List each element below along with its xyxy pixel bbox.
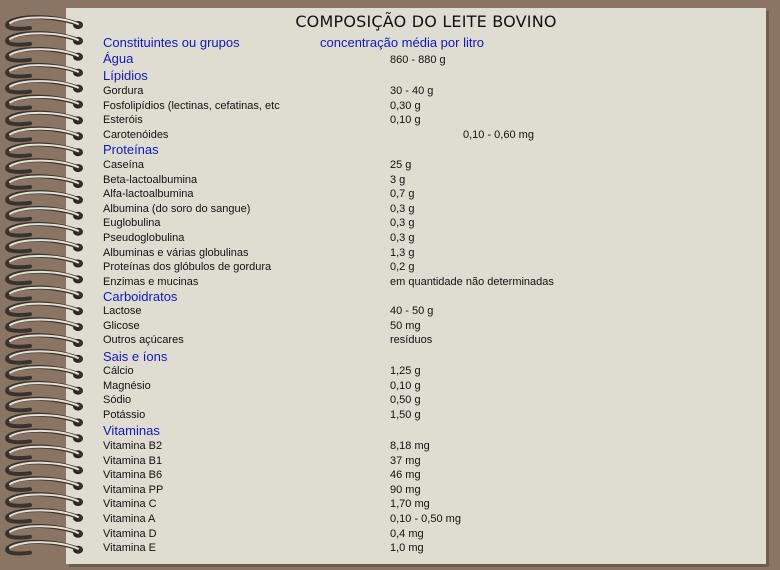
concentration-value: 46 mg <box>390 469 421 482</box>
spiral-ring-highlight <box>10 113 78 120</box>
spiral-ring-highlight <box>10 161 78 168</box>
concentration-value: 3 g <box>390 173 406 186</box>
water-value: 860 - 880 g <box>390 54 446 66</box>
spiral-ring-highlight <box>10 463 78 470</box>
concentration-value: 1,3 g <box>390 246 415 259</box>
concentration-value: em quantidade não determinadas <box>390 275 554 288</box>
spiral-ring-highlight <box>10 49 78 56</box>
concentration-value: 0,3 g <box>390 232 415 244</box>
spiral-ring-highlight <box>10 304 78 311</box>
constituent-label: Alfa-lactoalbumina <box>103 188 194 201</box>
spiral-ring-highlight <box>10 542 78 549</box>
concentration-value: 37 mg <box>390 454 421 467</box>
constituent-label: Sódio <box>103 394 132 407</box>
constituent-label: Vitamina E <box>103 542 156 555</box>
concentration-value: 0,3 g <box>390 217 415 230</box>
spiral-ring-highlight <box>10 399 78 406</box>
spiral-ring-highlight <box>10 129 78 136</box>
constituent-label: Enzimas e mucinas <box>103 275 199 288</box>
spiral-ring-highlight <box>10 145 78 152</box>
constituent-label: Potássio <box>103 408 146 421</box>
spiral-ring-highlight <box>10 224 78 231</box>
concentration-value: 0,4 mg <box>390 527 424 540</box>
category-heading: Proteínas <box>103 142 159 157</box>
constituent-label: Albumina (do soro do sangue) <box>103 202 251 215</box>
page-title: COMPOSIÇÃO DO LEITE BOVINO <box>295 12 557 31</box>
constituent-label: Vitamina B6 <box>103 469 163 482</box>
spiral-ring-highlight <box>10 510 78 517</box>
concentration-value: 0,50 g <box>390 394 421 407</box>
spiral-ring-highlight <box>10 192 78 199</box>
concentration-value: 40 - 50 g <box>390 305 434 317</box>
spiral-ring-highlight <box>10 494 78 501</box>
concentration-value: 25 g <box>390 159 412 171</box>
constituent-label: Outros açúcares <box>103 334 184 347</box>
concentration-value: 0,10 g <box>390 114 421 127</box>
spiral-ring-highlight <box>10 97 78 104</box>
spiral-ring-highlight <box>10 479 78 486</box>
spiral-ring-highlight <box>10 176 78 183</box>
category-heading: Lípidios <box>103 68 148 83</box>
constituent-label: Cálcio <box>103 365 134 377</box>
concentration-value: 1,50 g <box>390 408 421 421</box>
spiral-ring-highlight <box>10 240 78 247</box>
constituent-label: Vitamina A <box>103 513 156 525</box>
concentration-value: 0,3 g <box>390 202 415 215</box>
constituent-label: Vitamina D <box>103 527 157 540</box>
concentration-value: 0,10 g <box>390 379 421 392</box>
spiral-ring-highlight <box>10 320 78 327</box>
spiral-ring-highlight <box>10 351 78 358</box>
constituent-label: Vitamina B1 <box>103 454 163 467</box>
constituent-label: Proteínas dos glóbulos de gordura <box>103 261 272 274</box>
constituent-label: Carotenóides <box>103 128 169 141</box>
column-header-constituents: Constituintes ou grupos <box>103 35 240 50</box>
constituent-label: Fosfolipídios (lectinas, cefatinas, etc <box>103 99 280 112</box>
concentration-value: 90 mg <box>390 483 421 496</box>
category-heading: Sais e íons <box>103 349 168 364</box>
constituent-label: Albuminas e várias globulinas <box>103 246 249 259</box>
spiral-ring-highlight <box>10 335 78 342</box>
spiral-ring-highlight <box>10 256 78 263</box>
constituent-label: Pseudoglobulina <box>103 232 185 244</box>
spiral-ring-highlight <box>10 367 78 374</box>
constituent-label: Gordura <box>103 85 144 97</box>
constituent-label: Lactose <box>103 305 142 317</box>
spiral-ring-highlight <box>10 383 78 390</box>
concentration-value: 30 - 40 g <box>390 85 434 97</box>
concentration-value: 0,10 - 0,50 mg <box>390 513 461 525</box>
constituent-label: Esteróis <box>103 114 143 127</box>
spiral-ring-highlight <box>10 65 78 72</box>
concentration-value: 8,18 mg <box>390 440 430 452</box>
concentration-value: 1,70 mg <box>390 498 430 511</box>
spiral-ring-highlight <box>10 272 78 279</box>
constituent-label: Euglobulina <box>103 217 161 230</box>
concentration-value: resíduos <box>390 334 433 347</box>
constituent-label: Caseína <box>103 159 144 171</box>
constituent-label: Beta-lactoalbumina <box>103 173 198 186</box>
concentration-value: 50 mg <box>390 319 421 332</box>
spiral-ring-highlight <box>10 208 78 215</box>
spiral-binding <box>0 0 90 570</box>
concentration-value: 0,2 g <box>390 261 415 274</box>
constituent-label: Vitamina B2 <box>103 440 163 452</box>
concentration-value: 0,7 g <box>390 188 415 201</box>
concentration-value: 1,0 mg <box>390 542 424 555</box>
category-heading: Vitaminas <box>103 423 160 438</box>
constituent-label: Glicose <box>103 319 140 332</box>
spiral-ring-highlight <box>10 431 78 438</box>
category-water: Água <box>103 51 134 66</box>
spiral-ring-highlight <box>10 447 78 454</box>
spiral-ring-highlight <box>10 526 78 533</box>
spiral-ring-highlight <box>10 288 78 295</box>
column-header-concentration: concentração média por litro <box>320 35 485 50</box>
concentration-value: 1,25 g <box>390 365 421 377</box>
spiral-ring-highlight <box>10 81 78 88</box>
concentration-value: 0,30 g <box>390 99 421 112</box>
concentration-value: 0,10 - 0,60 mg <box>463 128 534 141</box>
category-heading: Carboidratos <box>103 289 178 304</box>
constituent-label: Magnésio <box>103 379 151 392</box>
spiral-ring-highlight <box>10 33 78 40</box>
spiral-ring-highlight <box>10 415 78 422</box>
constituent-label: Vitamina C <box>103 498 157 511</box>
constituent-label: Vitamina PP <box>103 483 164 496</box>
